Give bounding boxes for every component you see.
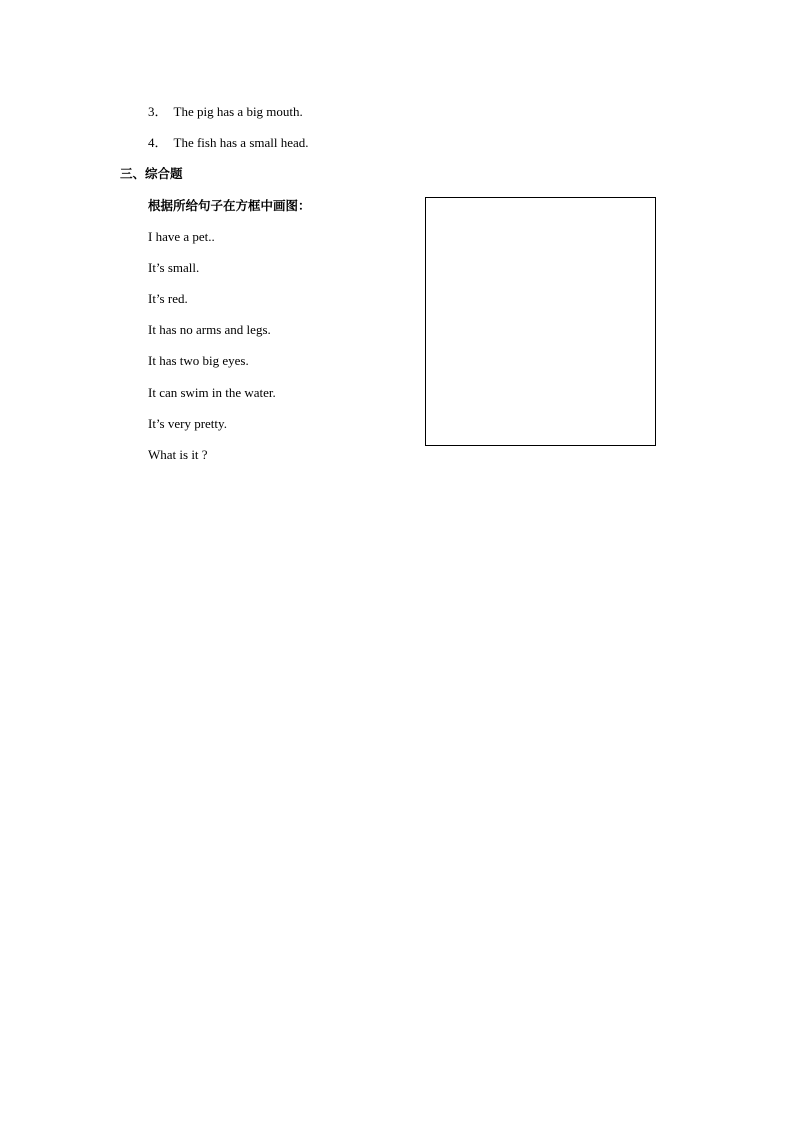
item-3 xyxy=(148,104,303,120)
instruction-text: 根据所给句子在方框中画图： xyxy=(148,198,311,213)
item-3-number: 3． xyxy=(148,104,168,119)
sentence-7: It’s very pretty. xyxy=(148,416,227,431)
sentence-5: It has two big eyes. xyxy=(148,353,249,368)
sentence-6: It can swim in the water. xyxy=(148,385,276,400)
item-4-text: The fish has a small head. xyxy=(173,135,309,150)
sentence-3: It’s red. xyxy=(148,291,188,306)
item-4-number: 4． xyxy=(148,135,168,150)
sentence-8: What is it ? xyxy=(148,447,208,462)
drawing-box xyxy=(425,197,656,446)
item-4 xyxy=(148,135,309,151)
item-3-text: The pig has a big mouth. xyxy=(173,104,303,119)
sentence-4: It has no arms and legs. xyxy=(148,322,271,337)
sentence-2: It’s small. xyxy=(148,260,200,275)
sentence-1: I have a pet.. xyxy=(148,229,215,244)
section-heading: 三、综合题 xyxy=(120,166,183,181)
